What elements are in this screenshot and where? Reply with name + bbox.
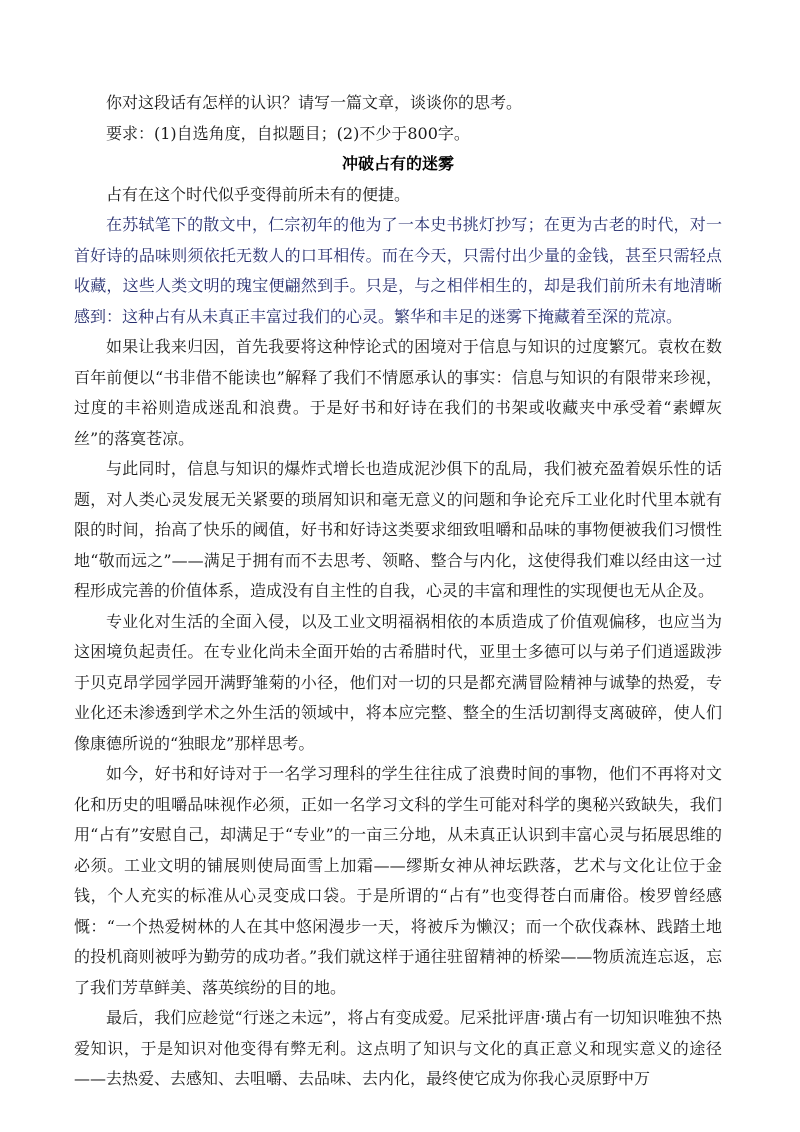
essay-paragraph: 与此同时，信息与知识的爆炸式增长也造成泥沙俱下的乱局，我们被充盈着娱乐性的话题，对人类心灵发展无关紧要的琐屑知识和毫无意义的问题和争论充斥工业化时代里本就有限的时间，抬高了快乐的阈值，好书和好诗这类要求细致咀嚼和品味的事物便被我们习惯性地“敬而远之”——满足于拥有而不去思考、领略、整合与内化，这使得我们难以经由这一过程形成完善的价值体系，造成没有自主性的自我，心灵的丰富和理性的实现便也无从企及。: [74, 459, 722, 600]
document-body: [74, 88, 722, 1095]
essay-paragraph: 最后，我们应趁觉“行迷之未远”，将占有变成爱。尼采批评唐·璜占有一切知识唯独不热爱知识，于是知识对他变得有弊无利。这点明了知识与文化的真正意义和现实意义的途径——去热爱、去感知、去咀嚼、去品味、去内化，最终使它成为你我心灵原野中万: [74, 1008, 722, 1088]
essay-paragraph: 专业化对生活的全面入侵，以及工业文明福祸相依的本质造成了价值观偏移，也应当为这困境负起责任。在专业化尚未全面开始的古希腊时代，亚里士多德可以与弟子们逍遥跋涉于贝克昂学园学园开满野雏菊的小径，他们对一切的只是都充满冒险精神与诚挚的热爱，专业化还未渗透到学术之外生活的领域中，将本应完整、整全的生活切割得支离破碎，使人们像康德所说的“独眼龙”那样思考。: [74, 611, 722, 753]
essay-paragraph: 在苏轼笔下的散文中，仁宗初年的他为了一本史书挑灯抄写；在更为古老的时代，对一首好诗的品味则须依托无数人的口耳相传。而在今天，只需付出少量的金钱，甚至只需轻点收藏，这些人类文明的瑰宝便翩然到手。只是，与之相伴相生的，却是我们前所未有地清晰感到：这种占有从未真正丰富过我们的心灵。繁华和丰足的迷雾下掩藏着至深的荒凉。: [74, 215, 722, 326]
essay-paragraph: 如今，好书和好诗对于一名学习理科的学生往往成了浪费时间的事物，他们不再将对文化和历史的咀嚼品味视作必须，正如一名学习文科的学生可能对科学的奥秘兴致缺失，我们用“占有”安慰自己，却满足于“专业”的一亩三分地，从未真正认识到丰富心灵与拓展思维的必须。工业文明的铺展则使局面雪上加霜——缪斯女神从神坛跌落，艺术与文化让位于金钱，个人充实的标准从心灵变成口袋。于是所谓的“占有”也变得苍白而庸俗。梭罗曾经感慨：“一个热爱树林的人在其中悠闲漫步一天，将被斥为懒汉；而一个砍伐森林、践踏土地的投机商则被呼为勤劳的成功者。”我们就这样于通往驻留精神的桥梁——物质流连忘返，忘了我们芳草鲜美、落英缤纷的目的地。: [74, 764, 722, 997]
prompt-question: 你对这段话有怎样的认识？请写一篇文章，谈谈你的思考。: [106, 93, 523, 112]
prompt-requirements: 要求：(1)自选角度，自拟题目；(2)不少于800字。: [106, 123, 470, 143]
essay-paragraph: 占有在这个时代似乎变得前所未有的便捷。: [106, 184, 411, 204]
essay-title: 冲破占有的迷雾: [341, 154, 454, 173]
essay-paragraph: 如果让我来归因，首先我要将这种悖论式的困境对于信息与知识的过度繁冗。袁枚在数百年前便以“书非借不能读也”解释了我们不情愿承认的事实：信息与知识的有限带来珍视，过度的丰裕则造成迷乱和浪费。于是好书和好诗在我们的书架或收藏夹中承受着“素蟫灰丝”的落寞苍凉。: [74, 337, 722, 448]
